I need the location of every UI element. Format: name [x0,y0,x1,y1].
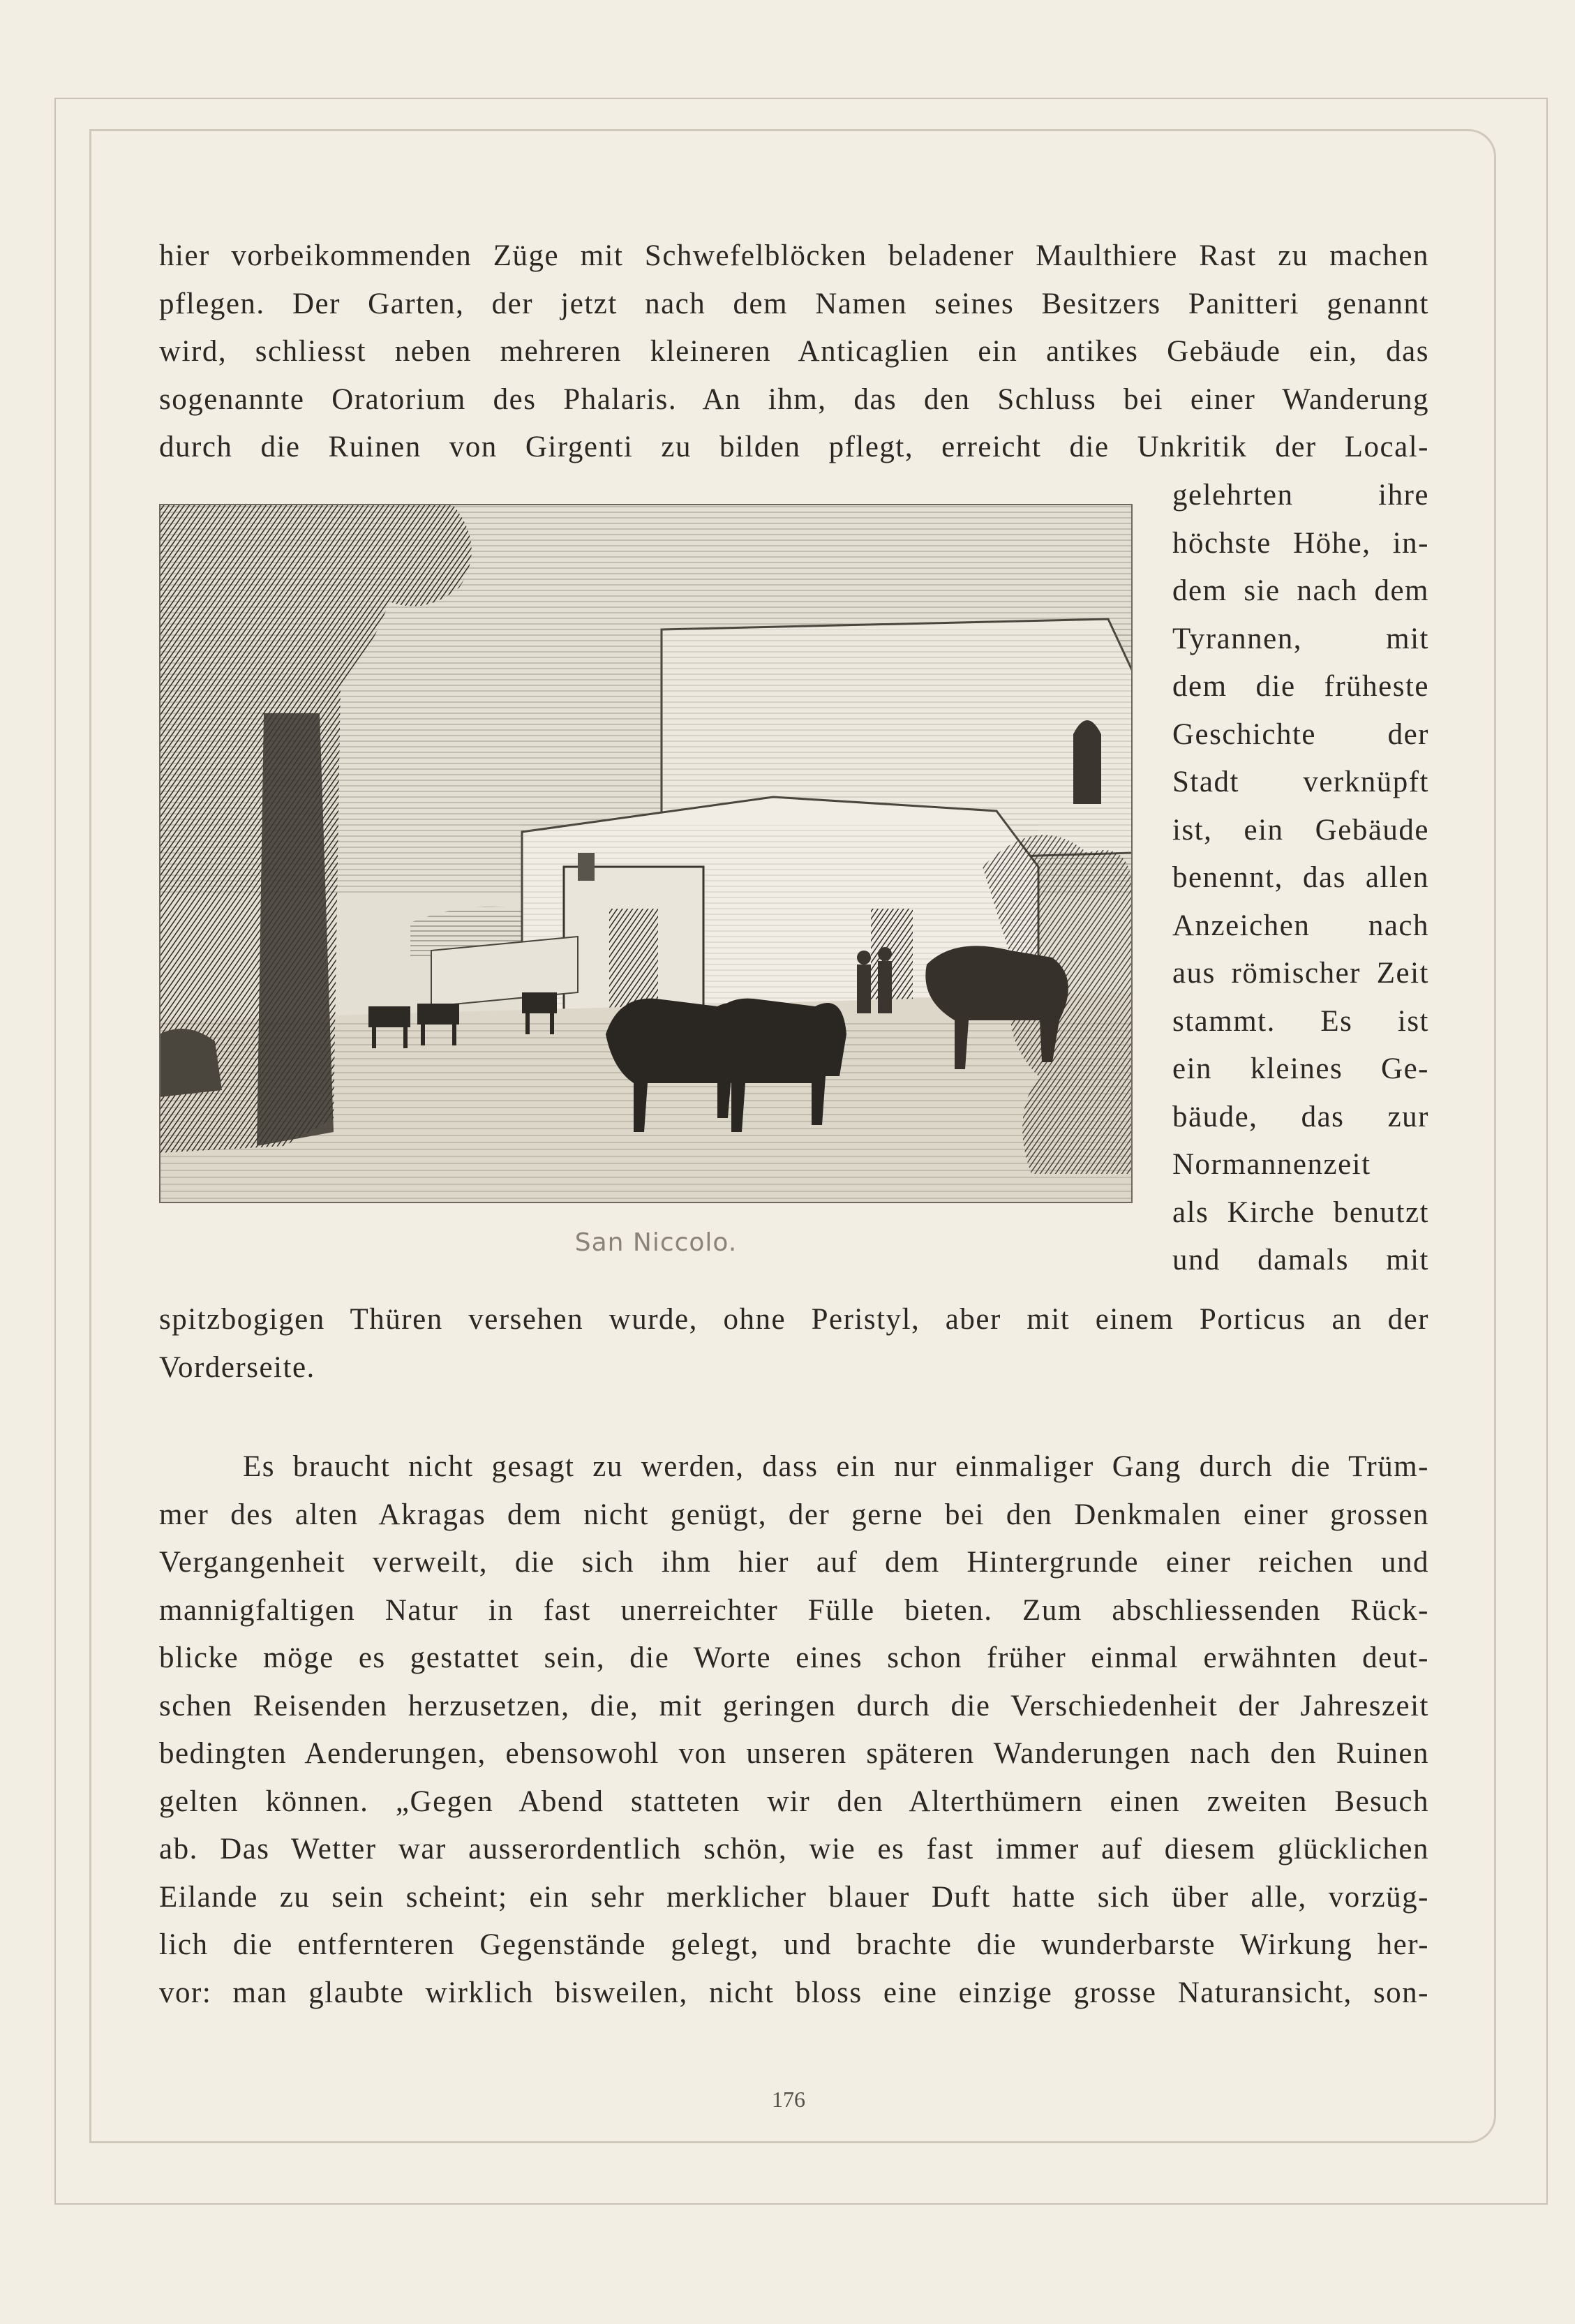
text-line: ist, ein Gebäude [1172,813,1429,847]
text-line: Tyrannen, mit [1172,622,1429,655]
text-line: gelehrten ihre [1172,479,1429,512]
text-line: hier vorbeikommenden Züge mit Schwefelblöcken beladener Maulthiere Rast zu machen [159,239,1429,272]
illustration-caption: San Niccolo. [574,1228,738,1257]
text-line: vor: man glaubte wirklich bisweilen, nicht bloss eine einzige grosse Naturansicht, son- [159,1976,1429,2009]
text-line: und damals mit [1172,1244,1429,1276]
text-line: mannigfaltigen Natur in fast unerreichter Fülle bieten. Zum abschliessenden Rück- [159,1593,1429,1627]
text-line: Vergangenheit verweilt, die sich ihm hier auf dem Hintergrunde einer reichen und [159,1546,1429,1579]
text-line: lich die entfernteren Gegenstände gelegt, und brachte die wunderbarste Wirkung her- [159,1928,1429,1961]
side-column-text [1172,472,1429,1285]
text-line: Eilande zu sein scheint; ein sehr merklicher blauer Duft hatte sich über alle, vorzüg- [159,1880,1429,1914]
paragraph-1-top [159,232,1429,472]
text-line: höchste Höhe, in- [1172,526,1429,560]
paragraph-2 [159,1443,1429,2017]
text-line: Normannenzeit [1172,1148,1371,1181]
urn-ornament [578,853,595,881]
text-line: gelten können. „Gegen Abend statteten wir den Alterthümern einen zweiten Besuch [159,1785,1429,1818]
text-line: dem sie nach dem [1172,574,1429,607]
text-line: benennt, das allen [1172,861,1429,894]
text-line: spitzbogigen Thüren versehen wurde, ohne Peristyl, aber mit einem Porticus an der [159,1303,1429,1336]
text-line: dem die früheste [1172,670,1429,703]
text-line: als Kirche benutzt [1172,1195,1429,1229]
arched-window [1073,720,1101,804]
text-line: schen Reisenden herzusetzen, die, mit geringen durch die Verschiedenheit der Jahreszeit [159,1689,1429,1722]
text-line: Stadt verknüpft [1172,766,1429,798]
text-line: Vorderseite. [159,1350,315,1384]
engraving-illustration-san-niccolo [159,504,1133,1203]
text-line: pflegen. Der Garten, der jetzt nach dem Namen seines Besitzers Panitteri genannt [159,287,1429,320]
text-line: Geschichte der [1172,717,1429,751]
text-line: stammt. Es ist [1172,1004,1429,1038]
text-line: mer des alten Akragas dem nicht genügt, der gerne bei den Denkmalen einer grossen [159,1498,1429,1531]
text-line: wird, schliesst neben mehreren kleineren Anticaglien ein antikes Gebäude ein, das [159,335,1429,368]
text-line: Anzeichen nach [1172,909,1429,942]
text-line: bedingten Aenderungen, ebensowohl von unseren späteren Wanderungen nach den Ruinen [159,1737,1429,1770]
text-line: ein kleines Ge- [1172,1052,1429,1085]
paragraph-1-tail [159,1296,1429,1392]
text-line: bäude, das zur [1172,1100,1429,1133]
text-line: ab. Das Wetter war ausserordentlich schön, wie es fast immer auf diesem glücklichen [159,1833,1429,1865]
text-line: blicke möge es gestattet sein, die Worte eines schon früher einmal erwähnten deut- [159,1641,1429,1674]
text-line: Es braucht nicht gesagt zu werden, dass ein nur einmaliger Gang durch die Trüm- [243,1450,1429,1483]
text-line: durch die Ruinen von Girgenti zu bilden pflegt, erreicht die Unkritik der Local- [159,431,1429,463]
text-line: sogenannte Oratorium des Phalaris. An ihm, das den Schluss bei einer Wanderung [159,382,1429,416]
text-line: aus römischer Zeit [1172,957,1429,990]
page-number: 176 [772,2087,805,2112]
